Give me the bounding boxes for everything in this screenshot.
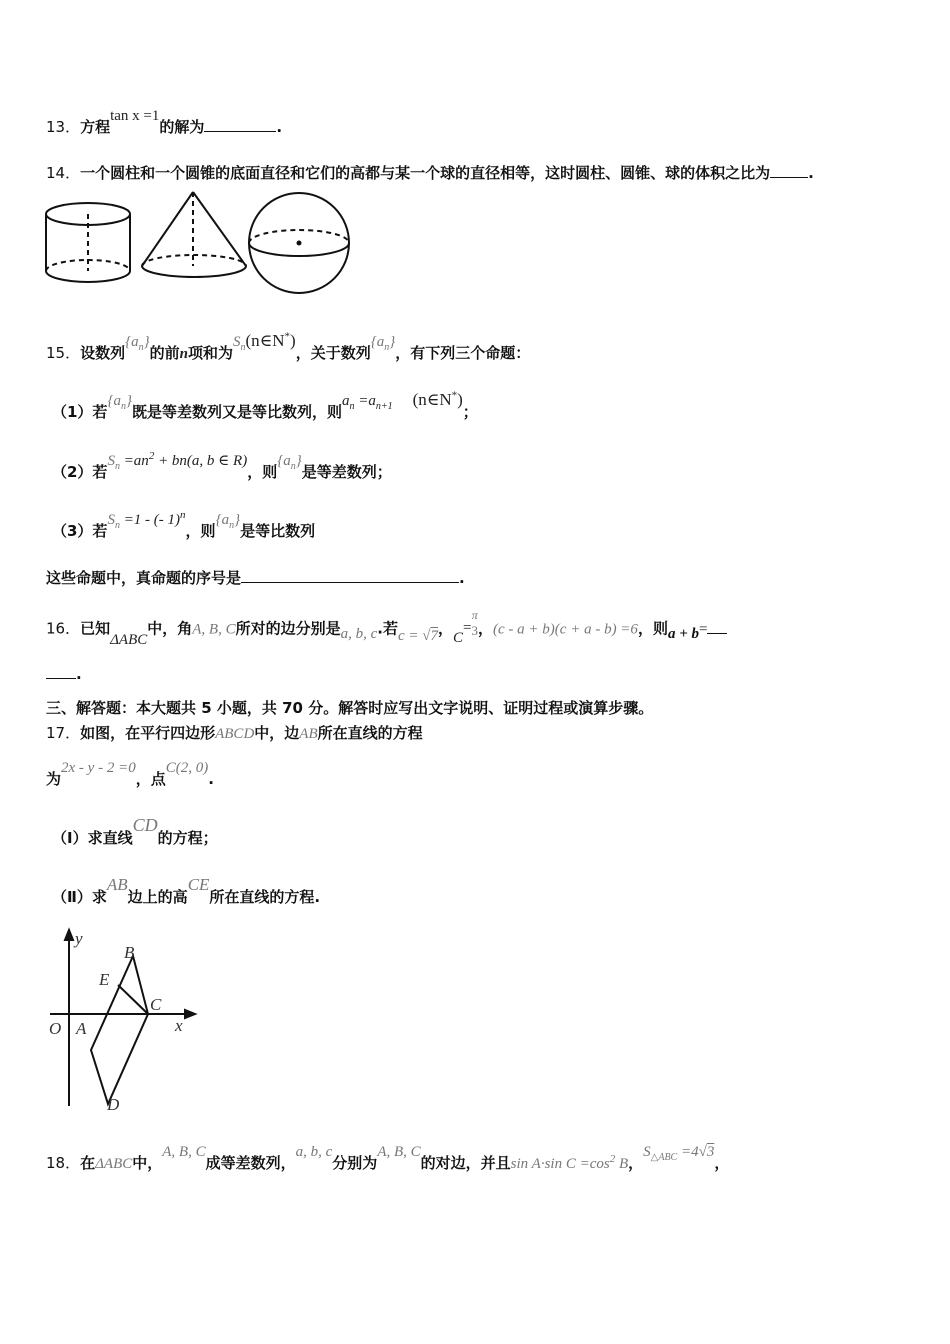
label-y: y [75, 929, 83, 948]
label-d: D [107, 1095, 120, 1114]
item-end: 是等比数列 [240, 522, 316, 540]
altitude-ce: CE [187, 875, 210, 894]
q18-text-3: 成等差数列， [205, 1154, 296, 1172]
q15-summary [46, 567, 465, 588]
point-c: C(2, 0) [165, 760, 209, 776]
section-3-heading [46, 697, 653, 718]
question-13 [46, 108, 283, 137]
question-15 [46, 330, 531, 365]
q18-text-6: ， [628, 1154, 644, 1172]
equals: = [463, 619, 472, 636]
item-text: ，则 [247, 463, 278, 481]
q15-text-5: ，有下列三个命题： [395, 344, 531, 362]
part-end: 所在直线的方程. [209, 888, 321, 906]
angle-c: C [453, 629, 464, 646]
question-number: 13． [46, 118, 81, 136]
q15-item-1 [52, 389, 478, 424]
q15-n: n [179, 346, 188, 362]
condition-equation: (c - a + b)(c + a - b) =6 [493, 621, 638, 638]
label-x: x [175, 1016, 183, 1035]
trig-equation: sin A·sin $C =\cos^2$ B [510, 1153, 629, 1172]
item-end: ； [462, 403, 478, 421]
sides-abc: a, b, c [340, 625, 378, 642]
item-text: 既是等差数列又是等比数列，则 [131, 403, 342, 421]
q14-end: . [808, 164, 814, 182]
part-text: 边上的高 [127, 888, 188, 906]
label-a: A [76, 1019, 87, 1038]
q16-text-1: 已知 [80, 619, 111, 638]
q17-text-1: 如图，在平行四边形 [80, 724, 216, 742]
q18-text-2: 中， [132, 1154, 163, 1172]
question-number: 17． [46, 724, 81, 742]
item-label: （3）若 [52, 522, 108, 540]
angles-abc: A, B, C [192, 621, 236, 638]
line-cd: CD [132, 815, 158, 835]
summary-end: . [459, 569, 465, 587]
y-axis-arrow [65, 930, 73, 940]
x-axis-arrow [185, 1010, 195, 1018]
question-number: 18． [46, 1154, 81, 1172]
triangle-abc: ΔABC [95, 1156, 133, 1172]
edge-ab: AB [299, 726, 318, 742]
q18-text-5: 的对边，并且 [420, 1154, 511, 1172]
pi-over-3-fraction: π 3 [471, 608, 479, 638]
q17-text-5: ，点 [135, 770, 166, 788]
cone-figure [142, 192, 246, 277]
q15-text-4: ，关于数列 [295, 344, 371, 362]
q16-text-2: 中，角 [147, 619, 193, 638]
q16-text-5: ，则 [637, 619, 668, 638]
q17-part-1 [52, 815, 218, 848]
answer-blank [770, 163, 808, 178]
sequence-an: $\{a_n\}$ [125, 334, 150, 353]
sequence-an: $\{a_n\}$ [215, 512, 241, 531]
question-number: 16． [46, 619, 81, 638]
cylinder-figure [46, 203, 130, 282]
q13-post: 的解为 [159, 118, 205, 136]
answer-blank [707, 619, 727, 634]
answer-blank [241, 568, 459, 583]
comma: ， [478, 619, 494, 638]
sphere-figure [249, 193, 349, 293]
item-1-equation: $a_n =a_{n+1}$ [341, 393, 393, 412]
q15-item-2 [52, 450, 392, 484]
q16-text-4: .若 [377, 619, 398, 638]
triangle-abc: ΔABC [110, 631, 148, 648]
equals: = [699, 621, 708, 638]
part-label: （Ⅱ）求 [52, 888, 107, 906]
q15-text-1: 设数列 [80, 344, 126, 362]
q15-item-3 [52, 509, 316, 543]
domain-n: (n∈N*) [412, 389, 463, 409]
question-16 [46, 608, 727, 648]
section-title: 三、解答题：本大题共 5 小题，共 70 分。解答时应写出文字说明、证明过程或演算步骤。 [46, 699, 654, 717]
q18-text-1: 在 [80, 1154, 96, 1172]
question-number: 15． [46, 344, 81, 362]
q18-text-4: 分别为 [332, 1154, 378, 1172]
q13-pre: 方程 [80, 118, 111, 136]
label-c: C [150, 995, 162, 1014]
target-sum: a + b [667, 625, 700, 642]
parallelogram-abcd: ABCD [215, 726, 255, 742]
comma: ， [438, 619, 454, 638]
answer-blank [204, 117, 276, 132]
q16-continuation [46, 664, 82, 683]
summary-text: 这些命题中，真命题的序号是 [46, 569, 242, 587]
item-label: （1）若 [52, 403, 108, 421]
q15-text-2: 的前 [149, 344, 180, 362]
q17-text-2: 中，边 [254, 724, 300, 742]
sides-abc: a, b, c [295, 1144, 333, 1160]
item-3-equation: $S_n =1$ - (- 1)$^n$ [107, 509, 186, 531]
sequence-an: $\{a_n\}$ [277, 453, 302, 472]
q14-figures [40, 188, 360, 300]
q17-text-6: . [208, 770, 214, 788]
area-equation: $S_{\triangle ABC} =4√3$ [643, 1144, 715, 1163]
question-18 [46, 1144, 730, 1175]
q13-equation: tan x =1 [110, 108, 160, 124]
q18-text-7: ， [714, 1154, 730, 1172]
edge-ab: AB [106, 875, 128, 894]
sum-sn: $S_n$ [232, 334, 246, 353]
question-14 [46, 162, 814, 183]
item-end: 是等差数列； [301, 463, 392, 481]
q17-line-2 [46, 760, 214, 789]
sequence-an: $\{a_n\}$ [107, 393, 132, 412]
part-label: （Ⅰ）求直线 [52, 829, 133, 847]
question-number: 14． [46, 164, 81, 182]
label-o: O [49, 1019, 62, 1038]
item-2-equation: $S_n =an^2 + bn(a$, b ∈ R) [107, 450, 248, 472]
question-17 [46, 722, 423, 743]
item-label: （2）若 [52, 463, 108, 481]
answer-blank [46, 664, 76, 679]
sequence-an: $\{a_n\}$ [370, 334, 396, 353]
q17-text-4: 为 [46, 770, 62, 788]
label-b: B [124, 943, 135, 962]
q16-text-3: 所对的边分别是 [235, 619, 341, 638]
q14-text: 一个圆柱和一个圆锥的底面直径和它们的高都与某一个球的直径相等，这时圆柱、圆锥、球的体积之比为 [80, 164, 771, 182]
q13-end: . [276, 118, 283, 136]
domain-n: (n∈N*) [245, 330, 296, 350]
c-equation: c = √7 [398, 627, 439, 644]
q17-part-2 [52, 875, 321, 907]
item-text: ，则 [185, 522, 216, 540]
angles-abc: A, B, C [377, 1144, 421, 1160]
q16-end: . [76, 665, 82, 683]
part-end: 的方程； [157, 829, 218, 847]
line-ab-equation: 2x - y - 2 =0 [61, 760, 136, 776]
q17-figure [44, 926, 204, 1116]
q15-text-3: 项和为 [187, 344, 233, 362]
q17-text-3: 所在直线的方程 [317, 724, 423, 742]
label-e: E [99, 970, 110, 989]
angles-abc: A, B, C [162, 1144, 206, 1160]
